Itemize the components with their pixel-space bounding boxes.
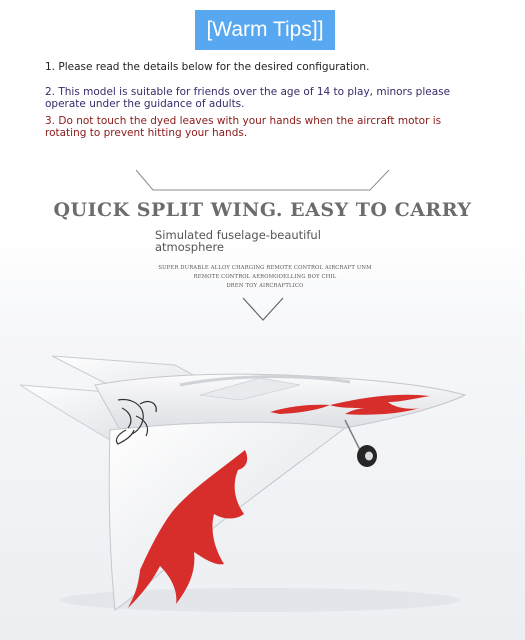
feature-description-line-3: DREN TOY AIRCRAFTLICO bbox=[226, 283, 304, 289]
rc-airplane-image bbox=[0, 330, 525, 640]
warm-tips-badge: [Warm Tips]] bbox=[195, 10, 335, 50]
feature-description-line-1: SUPER DURABLE ALLOY CHARGING REMOTE CONTROL AIRCRAFT UNM bbox=[158, 265, 372, 271]
tip-note-3: 3. Do not touch the dyed leaves with your hands when the aircraft motor is rotating to prevent hitting your hands. bbox=[45, 115, 442, 139]
feature-description-line-2: REMOTE CONTROL AEROMODELLING BOY CHIL bbox=[193, 274, 337, 280]
chevron-down-icon bbox=[243, 298, 283, 320]
feature-subheadline: Simulated fuselage-beautiful atmosphere bbox=[155, 228, 321, 254]
tip-note-1: 1. Please read the details below for the desired configuration. bbox=[45, 61, 370, 73]
tip-note-2: 2. This model is suitable for friends over the age of 14 to play, minors please operate under the guidance of adults. bbox=[45, 86, 451, 110]
feature-description bbox=[150, 264, 380, 291]
chevron-down-outline-icon bbox=[136, 170, 389, 190]
feature-headline: QUICK SPLIT WING. EASY TO CARRY bbox=[53, 199, 472, 221]
